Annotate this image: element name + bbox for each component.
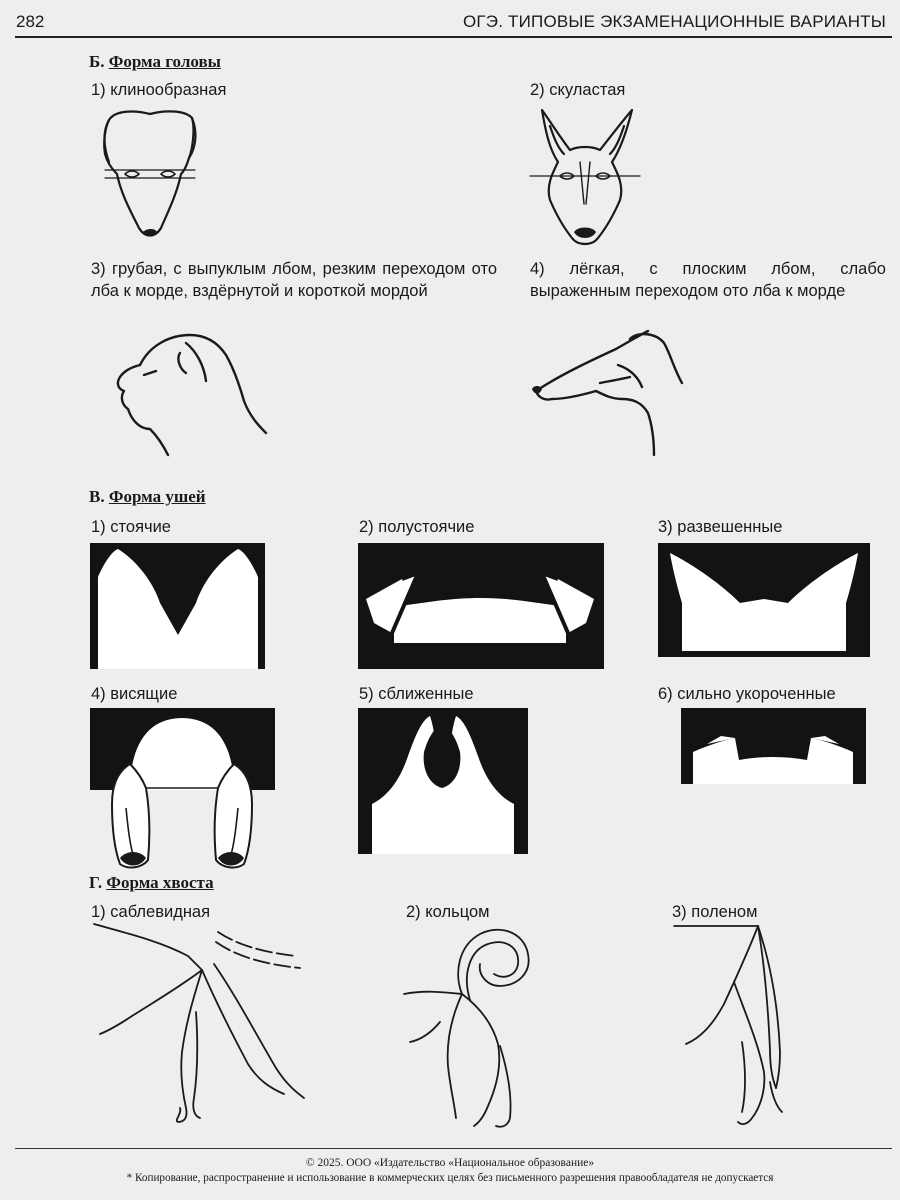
footer-rule xyxy=(15,1148,892,1149)
notice-marker: * xyxy=(126,1172,133,1184)
tail-item-1 xyxy=(91,901,210,923)
ring-tail-illustration xyxy=(400,922,570,1132)
item-number: 1) xyxy=(91,518,106,536)
item-number: 2) xyxy=(359,518,374,536)
item-label: скуластая xyxy=(549,81,626,99)
ear-item-5 xyxy=(359,683,474,705)
section-title-ear-shape xyxy=(89,487,206,507)
cheekbone-head-illustration xyxy=(530,104,640,254)
ear-item-4 xyxy=(91,683,177,705)
section-heading: Форма хвоста xyxy=(106,873,214,892)
item-number: 6) xyxy=(658,685,673,703)
item-number: 2) xyxy=(406,903,421,921)
head-item-3 xyxy=(91,258,497,302)
tail-item-3 xyxy=(672,901,757,923)
section-title-head-shape xyxy=(89,52,221,72)
item-number: 4) xyxy=(91,685,106,703)
section-heading: Форма головы xyxy=(108,52,221,71)
running-title: ОГЭ. ТИПОВЫЕ ЭКЗАМЕНАЦИОННЫЕ ВАРИАНТЫ xyxy=(462,12,886,31)
item-number: 1) xyxy=(91,81,106,99)
close-set-ears-illustration xyxy=(358,708,528,854)
item-label: полустоячие xyxy=(378,518,475,536)
notice-text: Копирование, распространение и использование в коммерческих целях без письменного разрешения правообладателя не допускается xyxy=(134,1172,774,1184)
head-item-1 xyxy=(91,79,226,101)
item-label: лёгкая, с плоским лбом, слабо выраженным переходом ото лба к морде xyxy=(530,260,886,300)
ear-item-1 xyxy=(91,516,171,538)
item-label: развешенные xyxy=(677,518,783,536)
saber-tail-illustration xyxy=(90,922,320,1132)
item-number: 3) xyxy=(91,260,106,278)
section-heading: Форма ушей xyxy=(108,487,206,506)
item-number: 5) xyxy=(359,685,374,703)
coarse-head-illustration xyxy=(110,325,280,470)
item-label: кольцом xyxy=(425,903,490,921)
item-number: 2) xyxy=(530,81,545,99)
item-label: грубая, с выпуклым лбом, резким переходом ото лба к морде, вздёрнутой и короткой мордой xyxy=(91,260,497,300)
copyright-notice xyxy=(0,1172,900,1184)
spread-ears-illustration xyxy=(658,543,870,657)
ear-item-2 xyxy=(359,516,474,538)
item-number: 1) xyxy=(91,903,106,921)
item-label: сближенные xyxy=(378,685,474,703)
section-letter: Б. xyxy=(89,52,105,71)
semi-erect-ears-illustration xyxy=(358,543,604,669)
section-title-tail-shape xyxy=(89,873,214,893)
item-label: клинообразная xyxy=(110,81,227,99)
wedge-head-illustration xyxy=(95,108,205,248)
copyright-line: © 2025. ООО «Издательство «Национальное образование» xyxy=(305,1157,595,1169)
item-label: висящие xyxy=(110,685,178,703)
item-number: 4) xyxy=(530,260,545,278)
erect-ears-illustration xyxy=(90,543,265,669)
ear-item-3 xyxy=(658,516,782,538)
log-tail-illustration xyxy=(672,922,842,1132)
cropped-ears-illustration xyxy=(681,708,866,784)
hanging-ears-illustration xyxy=(90,708,275,870)
light-head-illustration xyxy=(530,325,710,465)
header-rule xyxy=(15,36,892,38)
item-label: стоячие xyxy=(110,518,171,536)
item-label: саблевидная xyxy=(110,903,211,921)
item-number: 3) xyxy=(658,518,673,536)
item-label: поленом xyxy=(691,903,758,921)
ear-item-6 xyxy=(658,683,836,705)
tail-item-2 xyxy=(406,901,490,923)
section-letter: Г. xyxy=(89,873,103,892)
item-number: 3) xyxy=(672,903,687,921)
head-item-2 xyxy=(530,79,625,101)
page-number: 282 xyxy=(16,12,45,31)
section-letter: В. xyxy=(89,487,105,506)
item-label: сильно укороченные xyxy=(677,685,836,703)
head-item-4 xyxy=(530,258,886,302)
